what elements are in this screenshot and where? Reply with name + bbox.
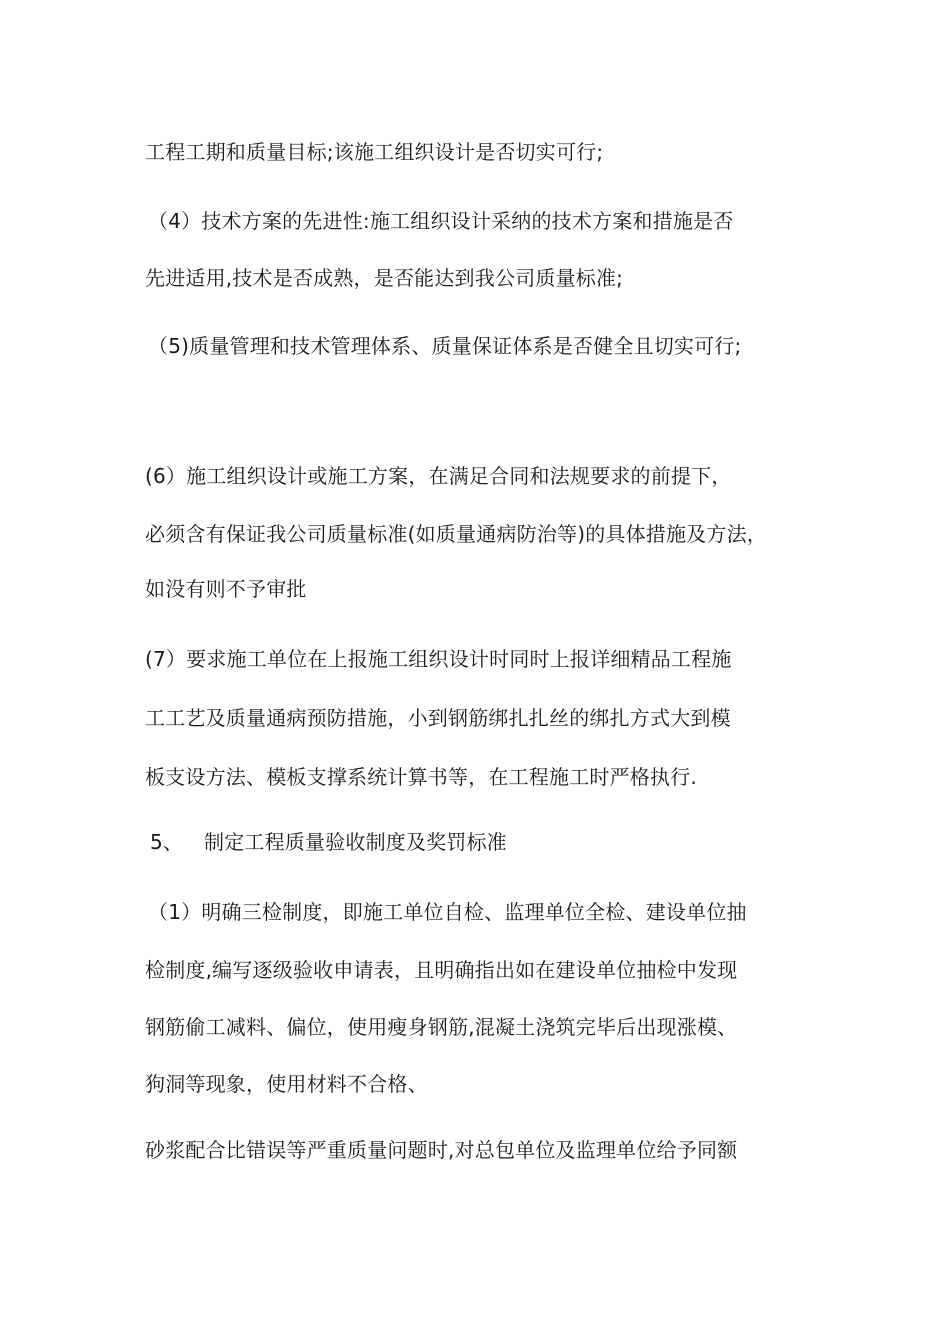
paragraph-line: 先进适用,技术是否成熟，是否能达到我公司质量标准; [145,266,624,290]
paragraph-line: （4）技术方案的先进性:施工组织设计采纳的技术方案和措施是否 [148,209,734,233]
paragraph-line: （1）明确三检制度，即施工单位自检、监理单位全检、建设单位抽 [148,900,747,924]
paragraph-line: 钢筋偷工减料、偏位，使用瘦身钢筋,混凝土浇筑完毕后出现涨模、 [145,1015,738,1039]
section-heading [150,829,507,855]
paragraph-line: 狗洞等现象，使用材料不合格、 [145,1072,428,1096]
paragraph-line: 工工艺及质量通病预防措施，小到钢筋绑扎扎丝的绑扎方式大到模 [145,706,731,730]
paragraph-line: 检制度,编写逐级验收申请表，且明确指出如在建设单位抽检中发现 [145,958,738,982]
paragraph-line: (7）要求施工单位在上报施工组织设计时同时上报详细精品工程施 [145,647,732,671]
paragraph-line: 板支设方法、模板支撑系统计算书等，在工程施工时严格执行. [145,765,697,789]
paragraph-line: （5)质量管理和技术管理体系、质量保证体系是否健全且切实可行; [148,334,742,358]
paragraph-line: 如没有则不予审批 [145,577,307,601]
paragraph-line: 必须含有保证我公司质量标准(如质量通病防治等)的具体措施及方法， [145,522,768,546]
section-title: 制定工程质量验收制度及奖罚标准 [204,830,507,854]
paragraph-line: 工程工期和质量目标;该施工组织设计是否切实可行; [145,140,604,164]
paragraph-line: 砂浆配合比错误等严重质量问题时,对总包单位及监理单位给予同额 [145,1138,738,1162]
paragraph-line: (6）施工组织设计或施工方案，在满足合同和法规要求的前提下， [145,464,732,488]
section-number: 5、 [150,830,184,854]
